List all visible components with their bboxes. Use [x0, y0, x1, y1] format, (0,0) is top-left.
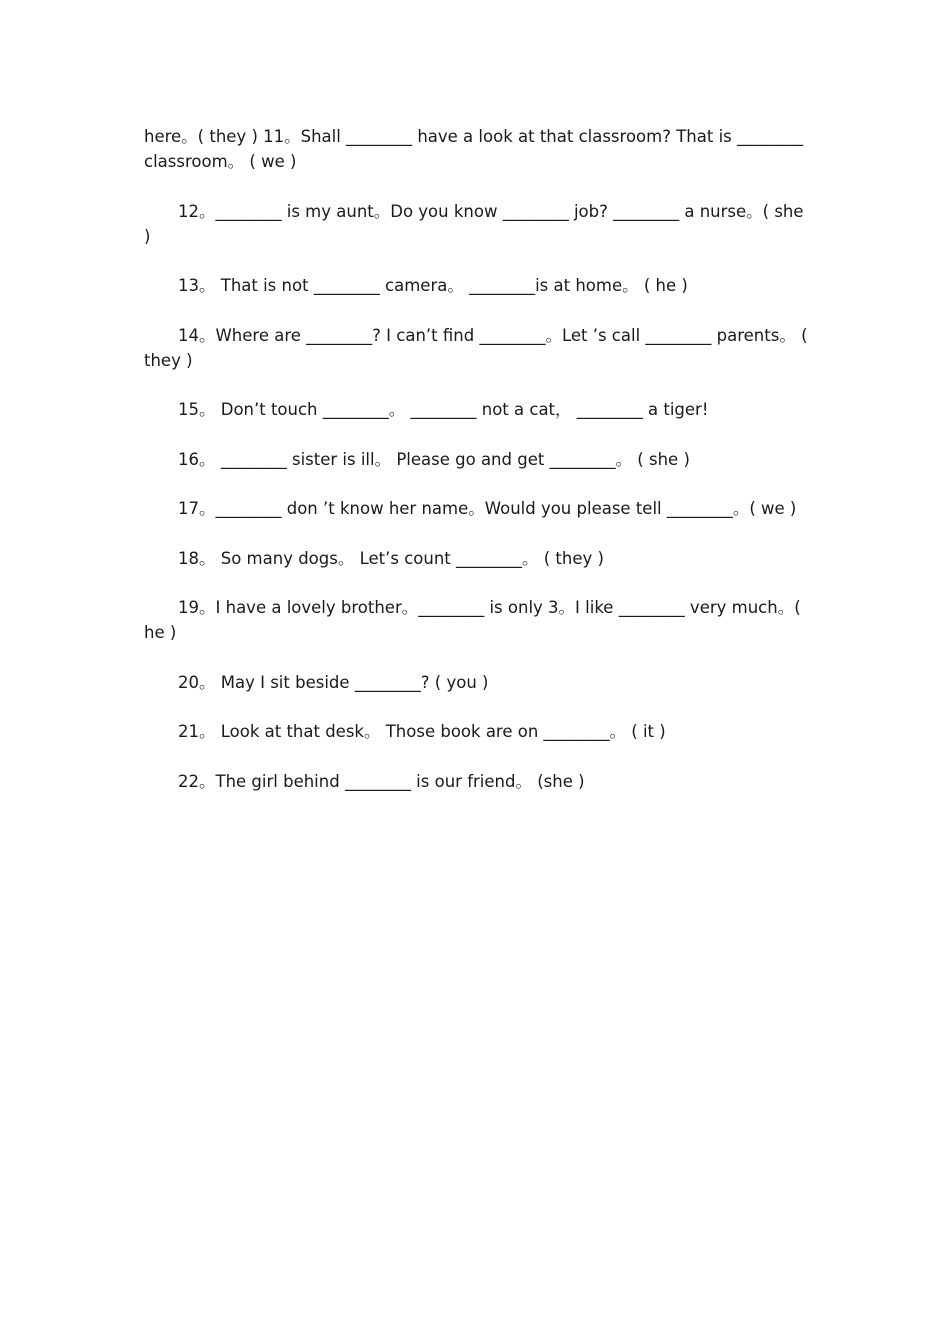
exercise-list — [144, 124, 810, 818]
exercise-item-21: 21。 Look at that desk。 Those book are on ________。 ( it ) — [178, 722, 666, 741]
exercise-item-20: 20。 May I sit beside ________? ( you ) — [178, 672, 489, 692]
exercise-item-19: 19。I have a lovely brother。________ is only 3。I like ________ very much。( he ) — [144, 598, 801, 642]
exercise-item-11: here。( they ) 11。Shall ________ have a look at that classroom? That is ________ classroom。 ( we ) — [144, 127, 804, 171]
exercise-item-22: 22。The girl behind ________ is our friend。 (she ) — [178, 771, 585, 791]
exercise-item-16: 16。 ________ sister is ill。 Please go and get ________。 ( she ) — [178, 449, 690, 469]
exercise-item-15: 15。 Don’t touch ________。 ________ not a cat， ________ a tiger! — [178, 400, 709, 419]
exercise-item-18: 18。 So many dogs。 Let’s count ________。 ( they ) — [178, 548, 604, 568]
exercise-item-17: 17。________ don ’t know her name。Would you please tell ________。( we ) — [178, 499, 797, 518]
exercise-item-13: 13。 That is not ________ camera。 ________is at home。 ( he ) — [178, 276, 688, 295]
exercise-item-12: 12。________ is my aunt。Do you know ________ job? ________ a nurse。( she ) — [144, 201, 804, 246]
exercise-item-14: 14。Where are ________? I can’t find ________。Let ’s call ________ parents。 ( they ) — [144, 325, 808, 370]
